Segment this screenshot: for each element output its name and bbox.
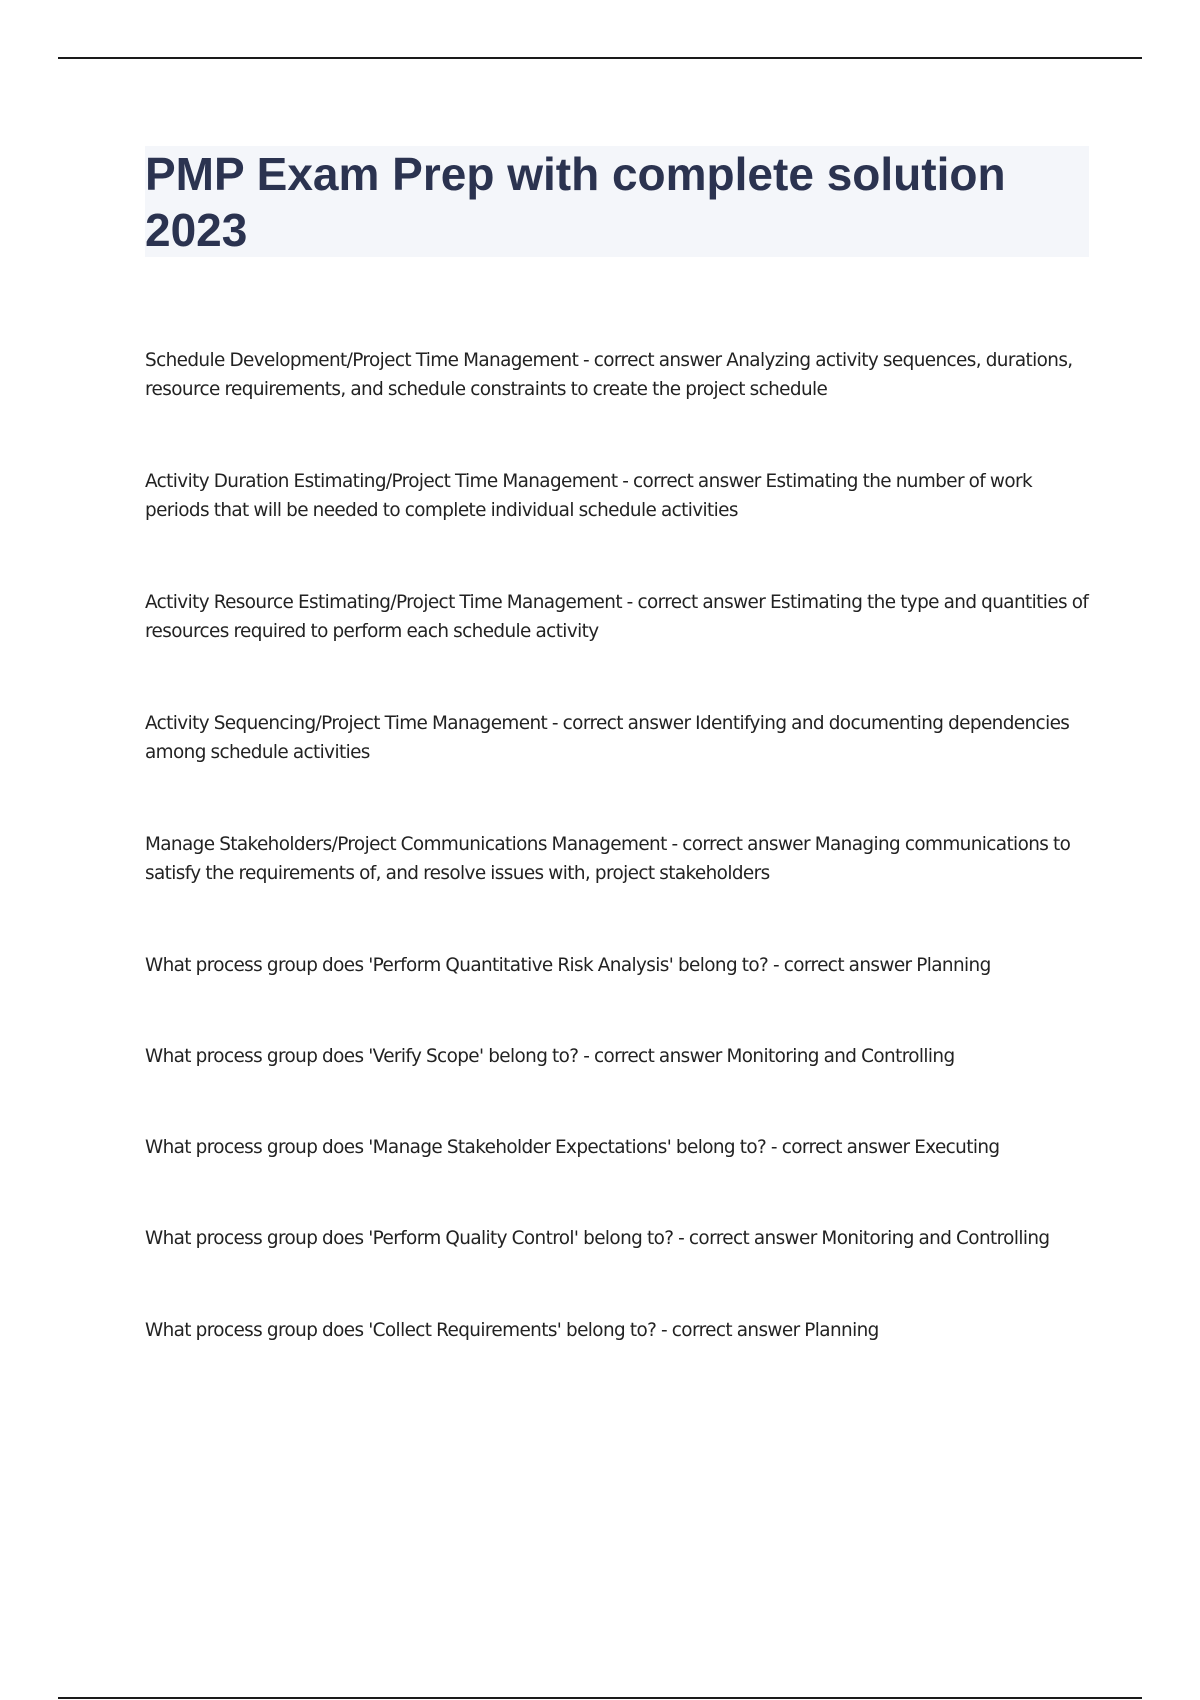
qa-item: What process group does 'Collect Requirements' belong to? - correct answer Planning: [145, 1320, 879, 1341]
title-block: [145, 146, 1089, 257]
qa-item: Activity Duration Estimating/Project Time Management - correct answer Estimating the number of work periods that will be needed to complete individual schedule activities: [145, 471, 1033, 521]
top-divider: [58, 57, 1142, 59]
qa-item: What process group does 'Perform Quality Control' belong to? - correct answer Monitoring and Controlling: [145, 1228, 1050, 1249]
qa-item: What process group does 'Verify Scope' belong to? - correct answer Monitoring and Controlling: [145, 1046, 955, 1067]
qa-item: Activity Sequencing/Project Time Management - correct answer Identifying and documenting dependencies among schedule activities: [145, 713, 1070, 763]
document-title: PMP Exam Prep with complete solution 2023: [145, 148, 1006, 256]
qa-item: Schedule Development/Project Time Management - correct answer Analyzing activity sequences, durations, resource requirements, and schedule constraints to create the project schedule: [145, 350, 1073, 400]
qa-item: What process group does 'Manage Stakeholder Expectations' belong to? - correct answer Executing: [145, 1137, 1000, 1158]
qa-item: Manage Stakeholders/Project Communications Management - correct answer Managing communications to satisfy the requirements of, and resolve issues with, project stakeholders: [145, 834, 1071, 884]
bottom-divider: [58, 1697, 1142, 1699]
qa-item: Activity Resource Estimating/Project Time Management - correct answer Estimating the type and quantities of resources required to perform each schedule activity: [145, 592, 1089, 642]
qa-list: [145, 346, 1095, 1407]
qa-item: What process group does 'Perform Quantitative Risk Analysis' belong to? - correct answer Planning: [145, 955, 991, 976]
